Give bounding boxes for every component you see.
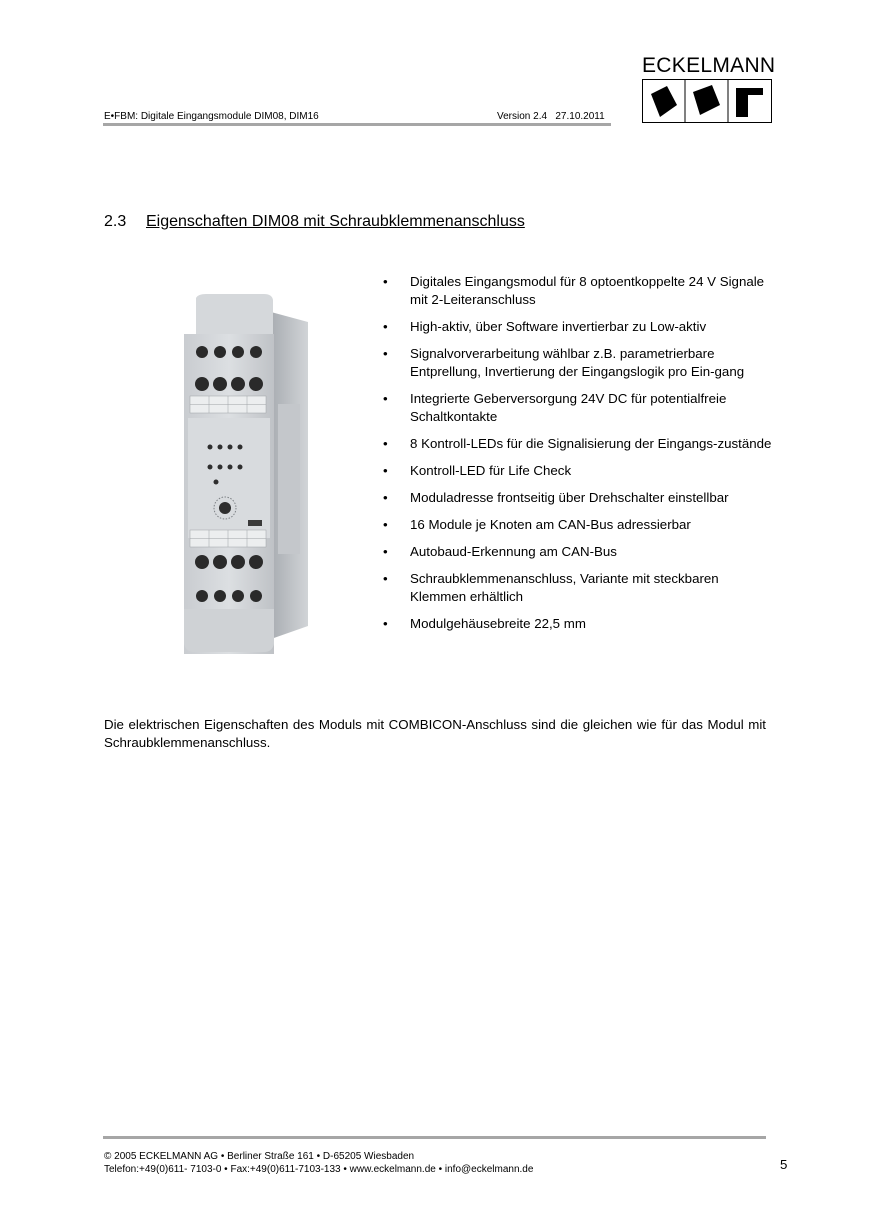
list-item: • Signalvorverarbeitung wählbar z.B. parametrierbare Entprellung, Invertierung der Eingangslogik pro Ein-gang bbox=[378, 345, 773, 381]
dim08-module-photo bbox=[176, 294, 316, 654]
list-item: • High-aktiv, über Software invertierbar zu Low-aktiv bbox=[378, 318, 773, 336]
company-logo-text: ECKELMANN bbox=[642, 54, 776, 77]
feature-list bbox=[378, 273, 773, 642]
list-item: • Schraubklemmenanschluss, Variante mit steckbaren Klemmen erhältlich bbox=[378, 570, 773, 606]
list-item: • 16 Module je Knoten am CAN-Bus adressierbar bbox=[378, 516, 773, 534]
page-number: 5 bbox=[780, 1157, 788, 1172]
footer-address: © 2005 ECKELMANN AG • Berliner Straße 161 • D-65205 Wiesbaden bbox=[104, 1151, 415, 1162]
header-version: Version 2.4 27.10.2011 bbox=[497, 111, 605, 122]
company-logo-icon bbox=[642, 79, 772, 123]
footer-rule bbox=[103, 1136, 766, 1139]
list-item: • Digitales Eingangsmodul für 8 optoentkoppelte 24 V Signale mit 2-Leiteranschluss bbox=[378, 273, 773, 309]
section-title: Eigenschaften DIM08 mit Schraubklemmenanschluss bbox=[146, 213, 525, 230]
list-item: • 8 Kontroll-LEDs für die Signalisierung der Eingangs-zustände bbox=[378, 435, 773, 453]
body-paragraph: Die elektrischen Eigenschaften des Moduls mit COMBICON-Anschluss sind die gleichen wie für das Modul mit Schraubklemmenanschluss. bbox=[104, 717, 766, 750]
section-number: 2.3 bbox=[104, 213, 127, 230]
list-item: • Moduladresse frontseitig über Drehschalter einstellbar bbox=[378, 489, 773, 507]
list-item: • Modulgehäusebreite 22,5 mm bbox=[378, 615, 773, 633]
list-item: • Kontroll-LED für Life Check bbox=[378, 462, 773, 480]
header-doc-title: E•FBM: Digitale Eingangsmodule DIM08, DIM16 bbox=[104, 111, 319, 122]
list-item: • Integrierte Geberversorgung 24V DC für potentialfreie Schaltkontakte bbox=[378, 390, 773, 426]
list-item: • Autobaud-Erkennung am CAN-Bus bbox=[378, 543, 773, 561]
header-rule bbox=[103, 123, 611, 126]
footer-contact: Telefon:+49(0)611- 7103-0 • Fax:+49(0)611-7103-133 • www.eckelmann.de • info@eckelmann.de bbox=[104, 1164, 534, 1175]
